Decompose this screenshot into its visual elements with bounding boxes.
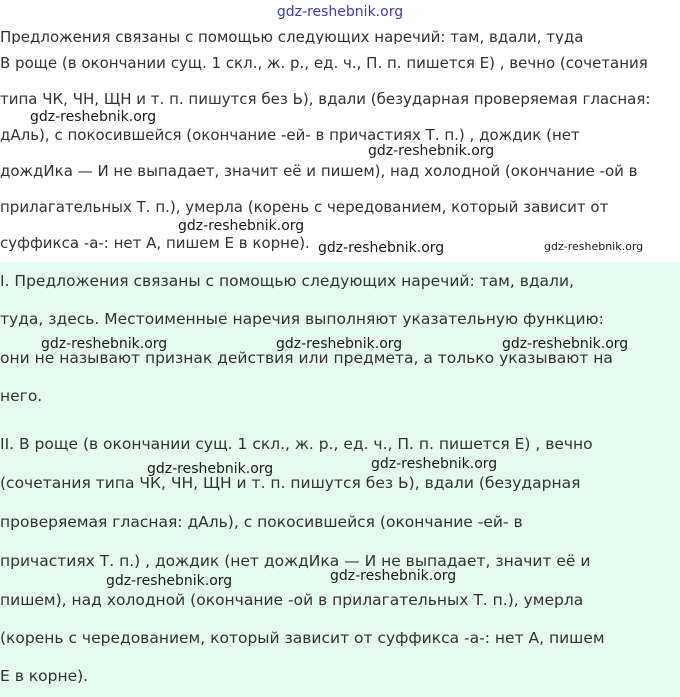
answer-line: Е в корне). [0, 667, 89, 685]
text-line: суффикса -а-: нет А, пишем Е в корне). [0, 234, 310, 252]
watermark: gdz-reshebnik.org [41, 336, 168, 352]
watermark: gdz-reshebnik.org [178, 218, 305, 234]
answer-line: него. [0, 387, 43, 405]
watermark: gdz-reshebnik.org [544, 240, 644, 253]
watermark: gdz-reshebnik.org [368, 143, 495, 159]
watermark: gdz-reshebnik.org [330, 568, 457, 584]
watermark: gdz-reshebnik.org [318, 240, 445, 256]
text-line: дАль), с покосившейся (окончание -ей- в причастиях Т. п.) , дождик (нет [0, 126, 580, 144]
site-header [0, 0, 680, 26]
previous-answer-fragment [0, 26, 680, 262]
watermark: gdz-reshebnik.org [30, 109, 157, 125]
answer-line: II. В роще (в окончании сущ. 1 скл., ж. р., ед. ч., П. п. пишется Е) , вечно [0, 435, 593, 453]
answer-line: они не называют признак действия или предмета, а только указывают на [0, 349, 613, 367]
watermark: gdz-reshebnik.org [502, 336, 629, 352]
answer-line: (сочетания типа ЧК, ЧН, ЩН и т. п. пишутся без Ь), вдали (безударная [0, 474, 581, 492]
answer-line: туда, здесь. Местоименные наречия выполняют указательную функцию: [0, 310, 604, 328]
answer-block [0, 262, 680, 697]
answer-line: пишем), над холодной (окончание -ой в прилагательных Т. п.), умерла [0, 591, 584, 609]
watermark: gdz-reshebnik.org [147, 461, 274, 477]
text-line: прилагательных Т. п.), умерла (корень с чередованием, который зависит от [0, 198, 609, 216]
watermark: gdz-reshebnik.org [276, 336, 403, 352]
answer-line: проверяемая гласная: дАль), с покосившейся (окончание -ей- в [0, 513, 523, 531]
text-line: типа ЧК, ЧН, ЩН и т. п. пишутся без Ь), вдали (безударная проверяемая гласная: [0, 90, 651, 108]
site-header-link[interactable]: gdz-reshebnik.org [276, 4, 404, 20]
partial-text-line: Предложения связаны с помощью следующих наречий: там, вдали, туда [0, 28, 584, 44]
text-line: В роще (в окончании сущ. 1 скл., ж. р., ед. ч., П. п. пишется Е) , вечно (сочетания [0, 54, 648, 72]
watermark: gdz-reshebnik.org [106, 573, 233, 589]
answer-line: I. Предложения связаны с помощью следующих наречий: там, вдали, [0, 272, 574, 290]
text-line: дождИка — И не выпадает, значит её и пишем), над холодной (окончание -ой в [0, 162, 638, 180]
answer-line: причастиях Т. п.) , дождик (нет дождИка — И не выпадает, значит её и [0, 552, 591, 570]
answer-line: (корень с чередованием, который зависит от суффикса -а-: нет А, пишем [0, 629, 605, 647]
watermark: gdz-reshebnik.org [371, 456, 498, 472]
